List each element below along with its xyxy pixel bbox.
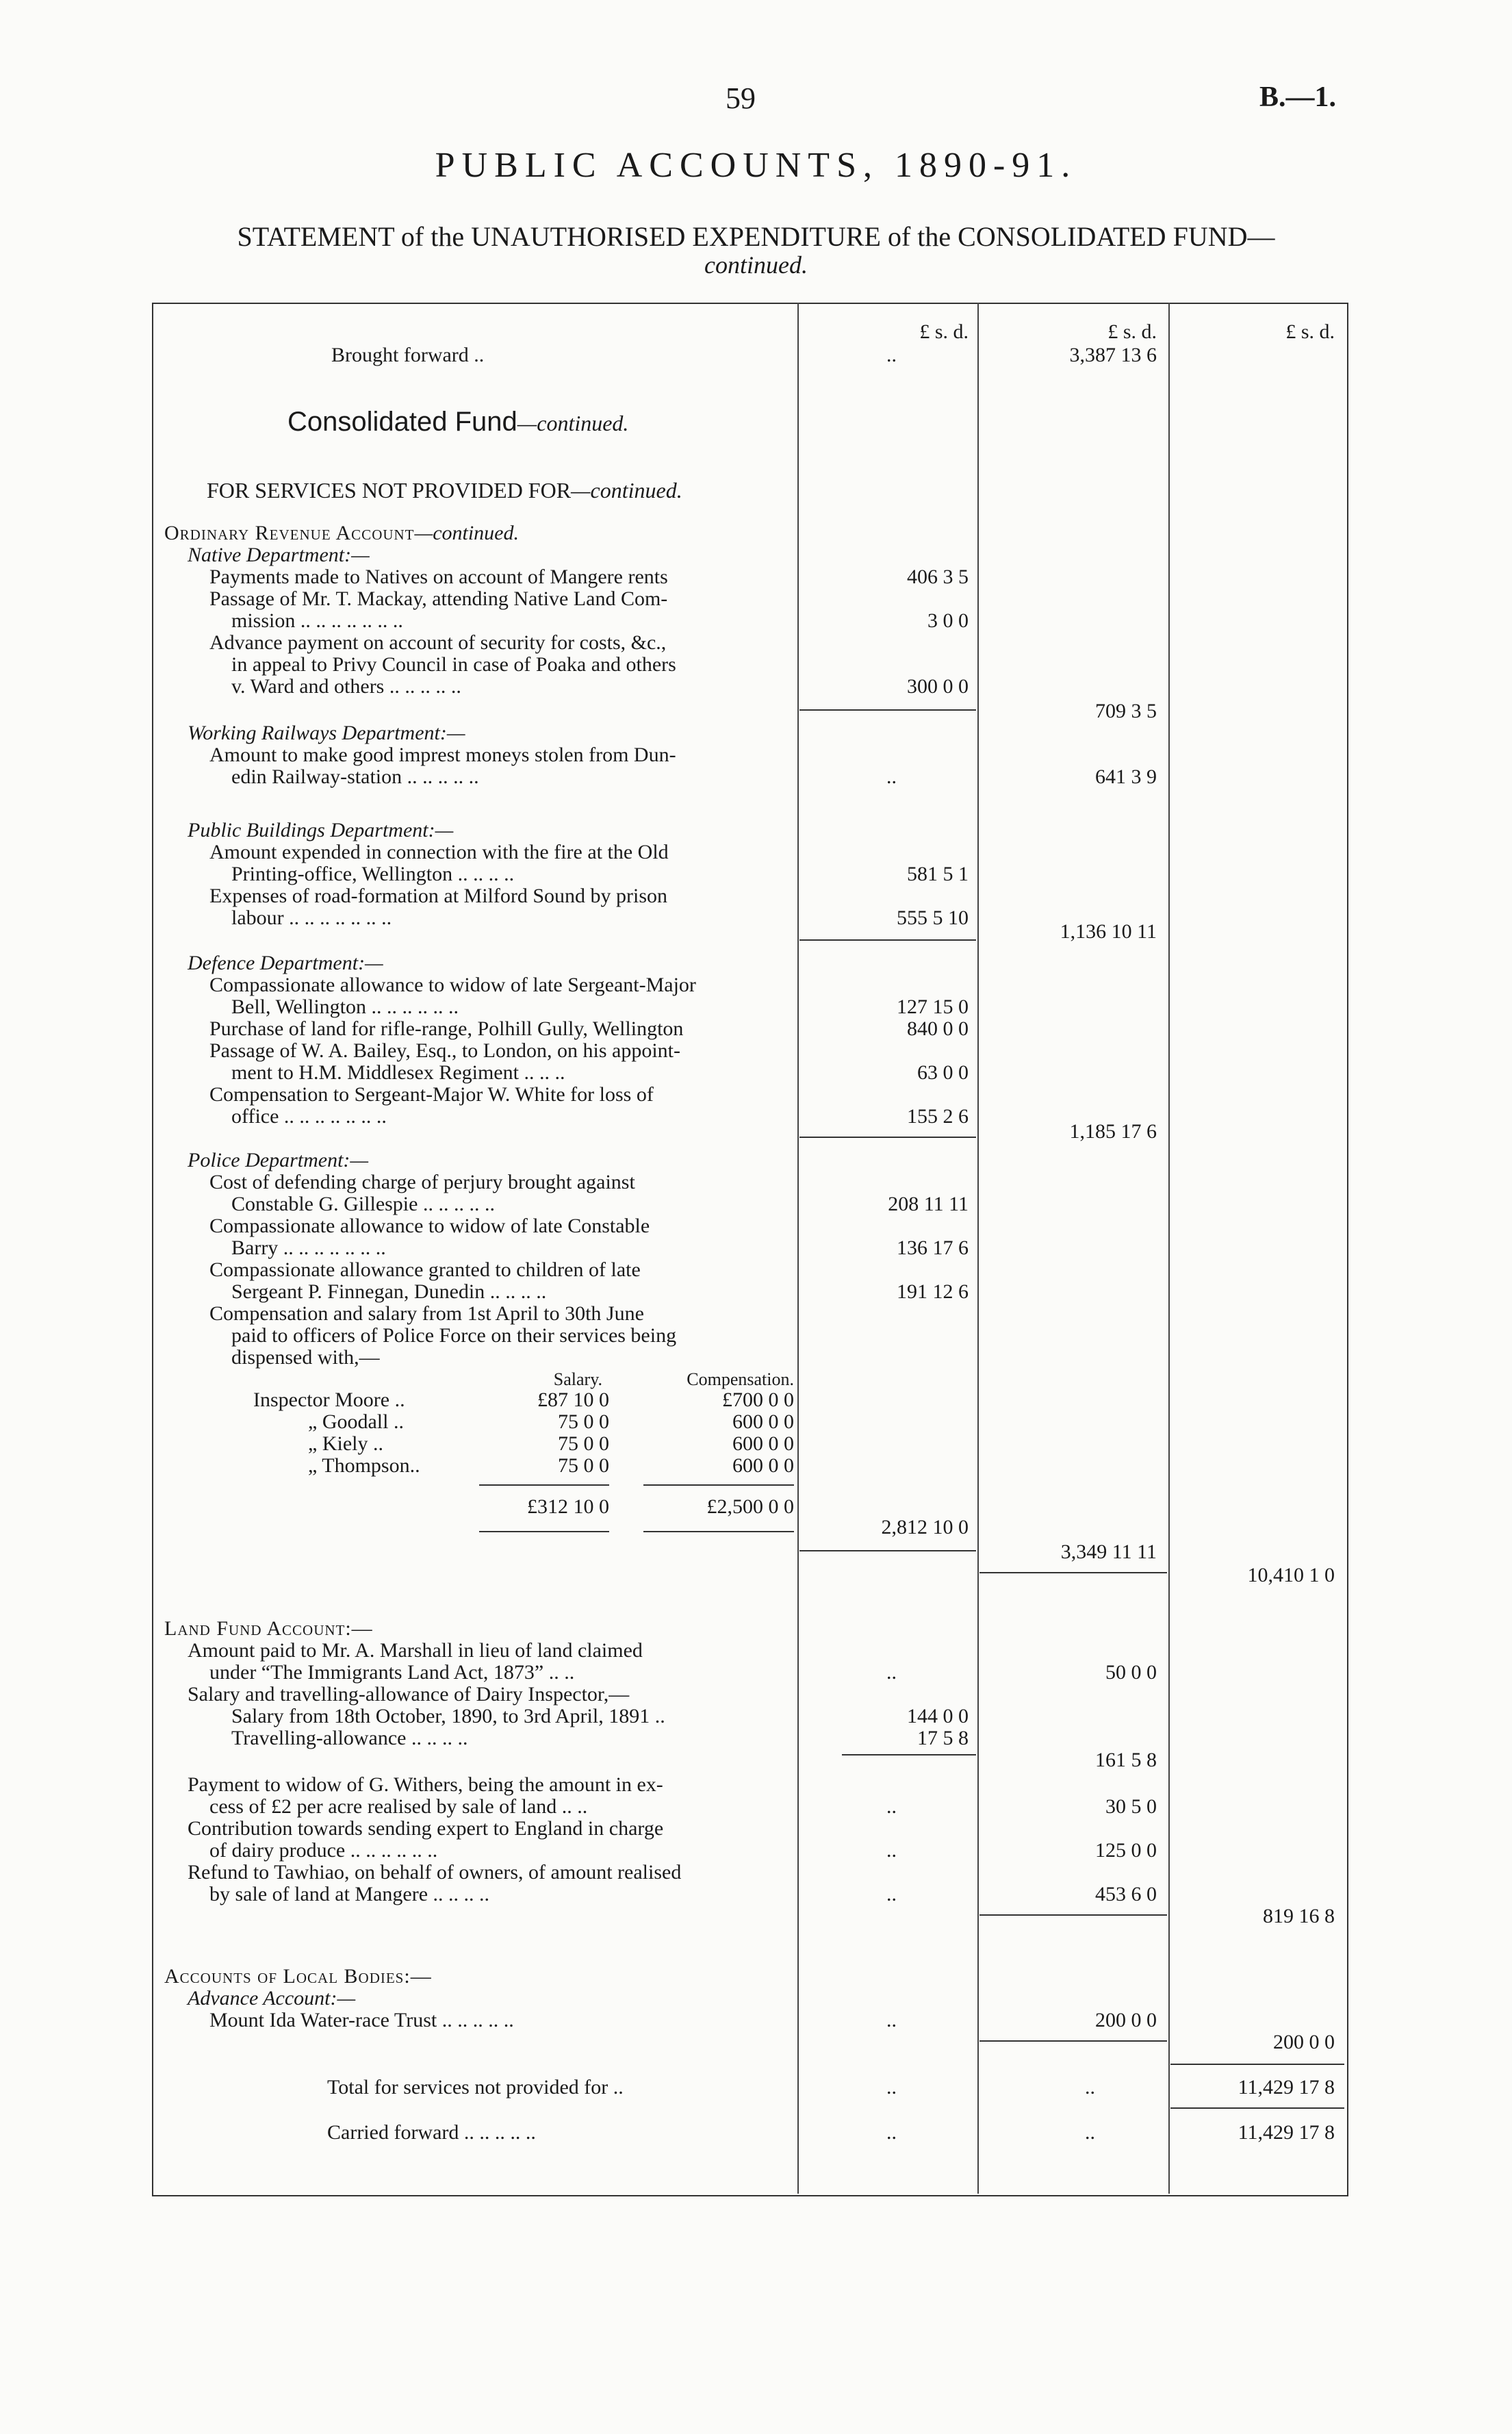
native-item-3-amount: 300 0 0 [907,675,969,698]
native-item-3-line3: v. Ward and others .. .. .. .. .. [231,675,461,698]
dairy-travel-amount: 17 5 8 [917,1727,969,1749]
services-heading-italic: —continued. [571,478,682,503]
brought-forward-label: Brought forward .. [331,344,485,366]
land-fund-heading: Land Fund Account:— [164,1617,373,1640]
land-fund-total: 819 16 8 [1263,1905,1335,1927]
total-services-label: Total for services not provided for .. [327,2076,624,2099]
police-compensation-line2: paid to officers of Police Force on their services being [231,1324,677,1347]
compensation-rule [643,1484,794,1486]
officer-4-compensation: 600 0 0 [732,1454,794,1477]
ordinary-heading-cont: —continued. [414,522,519,544]
withers-line2: cess of £2 per acre realised by sale of land .. .. [209,1795,588,1818]
police-item-2-amount: 136 17 6 [897,1237,969,1259]
defence-item-1-line1: Compassionate allowance to widow of late Sergeant-Major [209,974,696,996]
carried-forward-col1: .. [886,2121,897,2144]
salary-total: £312 10 0 [527,1495,609,1518]
total-services-col2: .. [1085,2076,1095,2099]
fund-heading-bold: Consolidated Fund [287,407,517,437]
salary-header: Salary. [553,1369,602,1389]
marshall-col2: 50 0 0 [1105,1661,1157,1684]
native-item-3-line1: Advance payment on account of security for costs, &c., [209,631,667,654]
marshall-line2: under “The Immigrants Land Act, 1873” .. .. [209,1661,575,1684]
police-item-1-amount: 208 11 11 [888,1193,969,1215]
defence-item-3-line2: ment to H.M. Middlesex Regiment .. .. .. [231,1061,565,1084]
railways-title: Working Railways Department:— [188,722,465,744]
police-item-3-amount: 191 12 6 [897,1280,969,1303]
police-subtotal: 3,349 11 11 [1060,1541,1157,1563]
buildings-subtotal: 1,136 10 11 [1060,920,1157,943]
total-services-col1: .. [886,2076,897,2099]
defence-rule [799,1137,976,1138]
dairy-salary-label: Salary from 18th October, 1890, to 3rd April, 1891 .. [231,1705,665,1727]
defence-item-1-amount: 127 15 0 [897,996,969,1018]
carried-forward-label: Carried forward .. .. .. .. .. [327,2121,536,2144]
officer-2-name: „ Goodall .. [308,1410,404,1433]
mount-ida-label: Mount Ida Water-race Trust .. .. .. .. .. [209,2009,514,2031]
native-rule [799,709,976,711]
column-divider-2 [977,303,979,2194]
salary-total-rule [479,1531,609,1532]
dairy-salary-amount: 144 0 0 [907,1705,969,1727]
contribution-line1: Contribution towards sending expert to England in charge [188,1817,664,1840]
tawhiao-col1: .. [886,1883,897,1905]
native-item-3-line2: in appeal to Privy Council in case of Poaka and others [231,653,676,676]
tawhiao-col2: 453 6 0 [1095,1883,1157,1905]
withers-col2: 30 5 0 [1105,1795,1157,1818]
marshall-line1: Amount paid to Mr. A. Marshall in lieu of land claimed [188,1639,643,1662]
col2-header: £ s. d. [1107,320,1157,343]
native-item-2-line2: mission .. .. .. .. .. .. .. [231,609,403,632]
col1-header: £ s. d. [919,320,969,343]
buildings-item-1-line2: Printing-office, Wellington .. .. .. .. [231,863,515,885]
document-reference: B.—1. [1259,81,1337,113]
mount-ida-col2: 200 0 0 [1095,2009,1157,2031]
native-item-1: Payments made to Natives on account of Mangere rents [209,566,668,588]
column-divider-3 [1168,303,1170,2194]
dairy-subtotal: 161 5 8 [1095,1749,1157,1771]
services-heading-text: FOR SERVICES NOT PROVIDED FOR [207,478,572,503]
railways-line2: edin Railway-station .. .. .. .. .. [231,765,479,788]
buildings-rule [799,939,976,941]
compensation-header: Compensation. [687,1369,794,1389]
ordinary-heading-text: Ordinary Revenue Account [164,522,415,544]
local-bodies-rule [979,2040,1167,2042]
officer-3-name: „ Kiely .. [308,1432,383,1455]
buildings-item-1-line1: Amount expended in connection with the fire at the Old [209,841,669,863]
defence-item-4-line1: Compensation to Sergeant-Major W. White for loss of [209,1083,654,1106]
officer-3-compensation: 600 0 0 [732,1432,794,1455]
police-item-1-line1: Cost of defending charge of perjury brought against [209,1171,635,1193]
police-compensation-line1: Compensation and salary from 1st April to 30th June [209,1302,644,1325]
railways-line1: Amount to make good imprest moneys stolen from Dun- [209,744,676,766]
column-divider-1 [797,303,799,2194]
brought-forward-col2: 3,387 13 6 [1069,344,1157,366]
dairy-travel-label: Travelling-allowance .. .. .. .. [231,1727,468,1749]
native-item-2-line1: Passage of Mr. T. Mackay, attending Native Land Com- [209,587,668,610]
land-fund-rule [979,1914,1167,1916]
compensation-total-rule [643,1531,794,1532]
compensation-total: £2,500 0 0 [706,1495,794,1518]
contribution-line2: of dairy produce .. .. .. .. .. .. [209,1839,438,1862]
buildings-item-2-line2: labour .. .. .. .. .. .. .. [231,907,392,929]
police-item-2-line2: Barry .. .. .. .. .. .. .. [231,1237,386,1259]
officer-1-compensation: £700 0 0 [722,1389,794,1411]
marshall-col1: .. [886,1661,897,1684]
statement-title-continued: continued. [704,251,808,279]
page-number: 59 [726,81,756,115]
contribution-col1: .. [886,1839,897,1862]
statement-title: STATEMENT of the UNAUTHORISED EXPENDITURE of the CONSOLIDATED FUND— [237,221,1275,252]
officer-4-name: „ Thompson.. [308,1454,420,1477]
carried-forward-col2: .. [1085,2121,1095,2144]
salary-rule [479,1484,609,1486]
local-bodies-heading: Accounts of Local Bodies:— [164,1965,432,1988]
brought-forward-col1: .. [886,344,897,366]
fund-heading-italic: —continued. [517,411,629,435]
dairy-title: Salary and travelling-allowance of Dairy Inspector,— [188,1683,630,1706]
defence-item-2: Purchase of land for rifle-range, Polhill Gully, Wellington [209,1017,684,1040]
officer-1-salary: £87 10 0 [537,1389,609,1411]
police-title: Police Department:— [188,1149,369,1171]
officer-1-name: Inspector Moore .. [253,1389,405,1411]
officer-2-compensation: 600 0 0 [732,1410,794,1433]
defence-item-4-amount: 155 2 6 [907,1105,969,1128]
defence-title: Defence Department:— [188,952,383,974]
local-bodies-total: 200 0 0 [1273,2031,1335,2053]
police-item-1-line2: Constable G. Gillespie .. .. .. .. .. [231,1193,495,1215]
buildings-item-2-amount: 555 5 10 [897,907,969,929]
defence-item-3-line1: Passage of W. A. Bailey, Esq., to London, on his appoint- [209,1039,681,1062]
police-rule [799,1550,976,1551]
col3-rule-2 [1170,2107,1344,2109]
withers-col1: .. [886,1795,897,1818]
services-heading [207,478,682,503]
buildings-title: Public Buildings Department:— [188,819,454,841]
tawhiao-line2: by sale of land at Mangere .. .. .. .. [209,1883,490,1905]
tawhiao-line1: Refund to Tawhiao, on behalf of owners, of amount realised [188,1861,682,1884]
advance-account-heading: Advance Account:— [188,1987,356,2010]
buildings-item-1-amount: 581 5 1 [907,863,969,885]
railways-subtotal: 641 3 9 [1095,765,1157,788]
col3-rule-1 [1170,2064,1344,2065]
defence-item-4-line2: office .. .. .. .. .. .. .. [231,1105,387,1128]
native-subtotal: 709 3 5 [1095,700,1157,722]
officer-3-salary: 75 0 0 [558,1432,609,1455]
ordinary-col2-rule [979,1572,1167,1573]
police-combined: 2,812 10 0 [881,1516,969,1538]
defence-item-3-amount: 63 0 0 [917,1061,969,1084]
native-item-1-amount: 406 3 5 [907,566,969,588]
withers-line1: Payment to widow of G. Withers, being the amount in ex- [188,1773,663,1796]
police-item-2-line1: Compassionate allowance to widow of late Constable [209,1215,650,1237]
total-services-col3: 11,429 17 8 [1238,2076,1335,2099]
police-item-3-line2: Sergeant P. Finnegan, Dunedin .. .. .. .. [231,1280,547,1303]
contribution-col2: 125 0 0 [1095,1839,1157,1862]
carried-forward-col3: 11,429 17 8 [1238,2121,1335,2144]
dairy-rule [842,1754,976,1755]
native-item-2-amount: 3 0 0 [927,609,969,632]
native-title: Native Department:— [188,544,370,566]
police-item-3-line1: Compassionate allowance granted to children of late [209,1258,641,1281]
police-compensation-line3: dispensed with,— [231,1346,380,1369]
buildings-item-2-line1: Expenses of road-formation at Milford Sound by prison [209,885,668,907]
defence-item-2-amount: 840 0 0 [907,1017,969,1040]
officer-4-salary: 75 0 0 [558,1454,609,1477]
col3-header: £ s. d. [1285,320,1335,343]
page-title: PUBLIC ACCOUNTS, 1890-91. [435,146,1077,185]
defence-subtotal: 1,185 17 6 [1069,1120,1157,1143]
railways-col1: .. [886,765,897,788]
ordinary-total: 10,410 1 0 [1247,1564,1335,1586]
fund-heading [287,407,628,438]
mount-ida-col1: .. [886,2009,897,2031]
officer-2-salary: 75 0 0 [558,1410,609,1433]
defence-item-1-line2: Bell, Wellington .. .. .. .. .. .. [231,996,459,1018]
ordinary-heading [164,522,519,545]
